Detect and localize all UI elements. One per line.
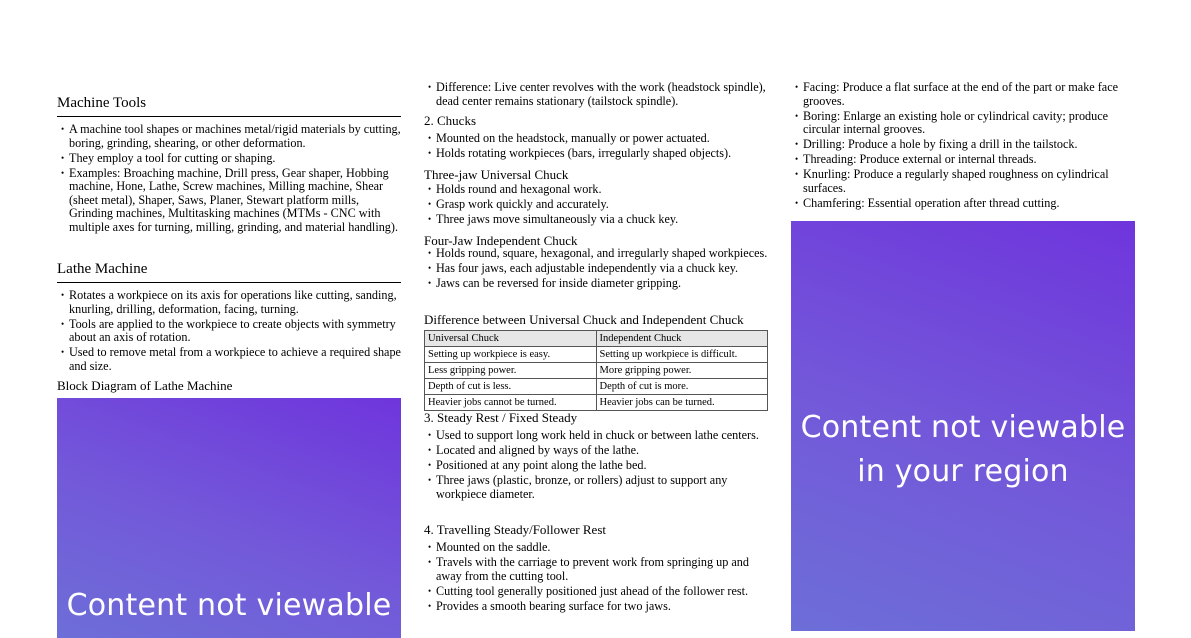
machine-tools-section [57,94,401,236]
list-item: • Cutting tool generally positioned just ahead of the follower rest. [424,585,768,599]
list-item: • They employ a tool for cutting or shaping. [57,152,401,166]
table-row [425,395,768,411]
table-cell: Less gripping power. [425,363,597,379]
placeholder-text: in your region [857,454,1069,489]
list-item: • Mounted on the headstock, manually or power actuated. [424,132,768,146]
table-row [425,379,768,395]
list-item: • Drilling: Produce a hole by fixing a drill in the tailstock. [791,138,1135,152]
chuck-comparison-table [424,330,768,411]
table-cell: Setting up workpiece is easy. [425,347,597,363]
follower-rest-list [424,541,768,615]
list-item: • Rotates a workpiece on its axis for operations like cutting, sanding, knurling, drilling, deformation, facing, turning. [57,289,401,316]
list-item: • Has four jaws, each adjustable independently via a chuck key. [424,262,768,276]
table-header-row [425,331,768,347]
list-item: • Mounted on the saddle. [424,541,768,555]
list-item: • A machine tool shapes or machines metal/rigid materials by cutting, boring, grinding, shearing, or other deformation. [57,123,401,150]
list-item: • Grasp work quickly and accurately. [424,198,768,212]
table-cell: Setting up workpiece is difficult. [596,347,768,363]
block-diagram-image [57,398,401,638]
lathe-machine-list [57,289,401,373]
lathe-machine-section [57,260,401,375]
four-jaw-heading: Four-Jaw Independent Chuck [424,233,578,248]
list-item: • Used to support long work held in chuck or between lathe centers. [424,429,768,443]
table-row [425,363,768,379]
table-cell: Heavier jobs can be turned. [596,395,768,411]
table-header-cell: Independent Chuck [596,331,768,347]
list-item: • Provides a smooth bearing surface for two jaws. [424,600,768,614]
three-jaw-heading: Three-jaw Universal Chuck [424,167,569,182]
table-cell: Depth of cut is more. [596,379,768,395]
list-item: • Three jaws move simultaneously via a chuck key. [424,213,768,227]
table-cell: Heavier jobs cannot be turned. [425,395,597,411]
list-item: • Chamfering: Essential operation after thread cutting. [791,197,1135,211]
list-item: • Positioned at any point along the lathe bed. [424,459,768,473]
list-item: • Examples: Broaching machine, Drill press, Gear shaper, Hobbing machine, Hone, Lathe, Screw machines, Milling machine, Shear (sheet metal), Shaper, Saws, Planer, Stewart platform mills, Grinding machines, Multitasking machines (MTMs - CNC with multiple axes for turning, milling, grinding, and material handling). [57,167,401,235]
list-item: • Holds round, square, hexagonal, and irregularly shaped workpieces. [424,247,768,261]
list-item: • Facing: Produce a flat surface at the end of the part or make face grooves. [791,81,1135,108]
steady-rest-list [424,429,768,503]
table-cell: Depth of cut is less. [425,379,597,395]
steady-rest-heading: 3. Steady Rest / Fixed Steady [424,410,578,425]
list-item: • Threading: Produce external or internal threads. [791,153,1135,167]
placeholder-text: Content not viewable [800,410,1126,445]
chucks-heading: 2. Chucks [424,113,476,128]
table-header-cell: Universal Chuck [425,331,597,347]
three-jaw-list [424,183,768,228]
difference-heading: Difference between Universal Chuck and Independent Chuck [424,312,744,327]
chucks-list [424,132,768,162]
placeholder-text: Content not viewable [66,588,392,623]
list-item: • Jaws can be reversed for inside diameter gripping. [424,277,768,291]
four-jaw-list [424,247,768,292]
list-item: • Holds rotating workpieces (bars, irregularly shaped objects). [424,147,768,161]
list-item: • Used to remove metal from a workpiece to achieve a required shape and size. [57,346,401,373]
machine-tools-heading: Machine Tools [57,94,401,117]
list-item: • Boring: Enlarge an existing hole or cylindrical cavity; produce circular internal grooves. [791,110,1135,137]
table-cell: More gripping power. [596,363,768,379]
list-item: • Difference: Live center revolves with the work (headstock spindle), dead center remains stationary (tailstock spindle). [424,81,768,108]
center-difference-list [424,81,768,110]
follower-rest-heading: 4. Travelling Steady/Follower Rest [424,522,606,537]
machine-tools-list [57,123,401,234]
list-item: • Tools are applied to the workpiece to create objects with symmetry about an axis of rotation. [57,318,401,345]
list-item: • Located and aligned by ways of the lathe. [424,444,768,458]
lathe-operations-list [791,81,1135,212]
block-diagram-heading: Block Diagram of Lathe Machine [57,378,233,393]
list-item: • Travels with the carriage to prevent work from springing up and away from the cutting tool. [424,556,768,583]
lathe-machine-heading: Lathe Machine [57,260,401,283]
list-item: • Three jaws (plastic, bronze, or rollers) adjust to support any workpiece diameter. [424,474,768,501]
table-row [425,347,768,363]
operations-image [791,221,1135,631]
list-item: • Knurling: Produce a regularly shaped roughness on cylindrical surfaces. [791,168,1135,195]
list-item: • Holds round and hexagonal work. [424,183,768,197]
